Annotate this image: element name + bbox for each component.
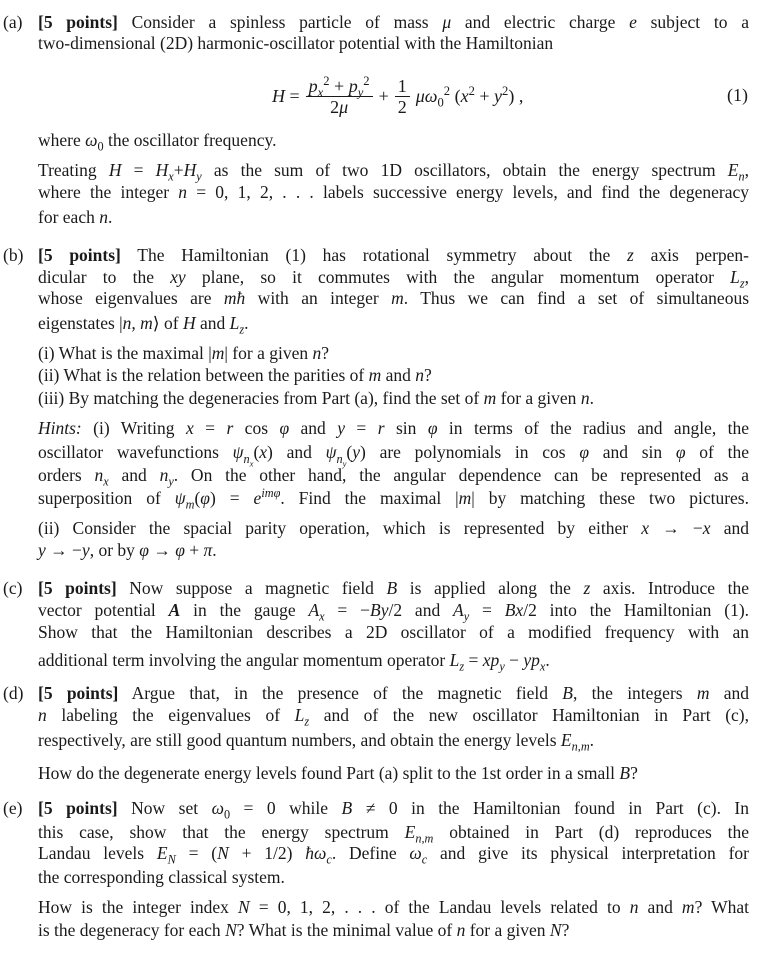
text-line: (ii) What is the relation between the parities of m and n? [38,365,432,385]
equation-number: (1) [727,85,748,105]
text-line: respectively, are still good quantum numbers, and obtain the energy levels $E_{n,m}$. [38,730,595,754]
text-line: How do the degenerate energy levels found Part (a) split to the 1st order in a small B? [38,763,638,783]
text-line: Show that the Hamiltonian describes a 2D oscillator of a modified frequency with an [38,622,749,642]
text-line: [5 points] The Hamiltonian (1) has rotational symmetry about the z axis perpen- [38,245,749,265]
text-line: (iii) By matching the degeneracies from Part (a), find the set of m for a given n. [38,388,594,408]
equation-lhs: H = [272,85,300,106]
text-line: Treating $H = H_x+H_y$ as the sum of two 1D oscillators, obtain the energy spectrum $E_n$, [38,160,749,184]
text-line: orders $n_x$ and $n_y$. On the other hand, the angular dependence can be represented as a [38,465,749,489]
hamiltonian-equation [0,72,768,120]
fraction-denominator: 2μ [330,96,349,117]
text-line: [5 points] Argue that, in the presence of the magnetic field B, the integers m and [38,683,749,703]
half-numerator: 1 [395,76,410,97]
text-line: How is the integer index N = 0, 1, 2, . . . of the Landau levels related to n and m? What [38,897,749,917]
part-label: (a) [3,12,23,32]
text-line: two-dimensional (2D) harmonic-oscillator potential with the Hamiltonian [38,33,554,53]
text-line: Hints: (i) Writing x = r cos φ and y = r sin φ in terms of the radius and angle, the [38,418,749,438]
text-line: y → −y, or by φ → φ + π. [38,540,217,560]
text-line: Landau levels $E_N = (N + 1/2)$ $ħ\omega_c$. Define $\omega_c$ and give its physical interpretation for [38,843,749,867]
text-line: [5 points] Now suppose a magnetic field B is applied along the z axis. Introduce the [38,578,749,598]
text-line: the corresponding classical system. [38,867,285,887]
half-denominator: 2 [397,96,407,117]
text-line: (i) What is the maximal |m| for a given n? [38,343,329,363]
fraction-numerator: $p_x^2 + p_y^2$ [306,76,373,97]
text-line: vector potential A in the gauge $A_x = -By/2$ and $A_y = Bx/2$ into the Hamiltonian (1). [38,600,750,624]
text-line: [5 points] Consider a spinless particle of mass μ and electric charge e subject to a [38,12,749,32]
text-line: is the degeneracy for each N? What is the minimal value of n for a given N? [38,920,570,940]
potential-term: $\mu\omega_0^2$ $(x^2 + y^2)$ , [415,83,524,110]
text-line: whose eigenvalues are mħ with an integer m. Thus we can find a set of simultaneous [38,288,750,308]
text-line: dicular to the xy plane, so it commutes with the angular momentum operator $L_z$, [38,267,749,291]
text-line: (ii) Consider the spacial parity operation, which is represented by either x → −x and [38,518,749,538]
part-label: (b) [3,245,24,265]
text-line: oscillator wavefunctions $\psi_{n_x}(x)$ and $\psi_{n_y}(y)$ are polynomials in cos φ and sin φ of the [38,442,749,468]
text-line: n labeling the eigenvalues of $L_z$ and of the new oscillator Hamiltonian in Part (c), [38,705,749,729]
text-line: eigenstates |n, m⟩ of H and $L_z$. [38,313,249,337]
kinetic-fraction [306,73,373,117]
text-line: additional term involving the angular momentum operator $L_z = xp_y - yp_x$. [38,650,550,674]
text-line: where $\omega_0$ the oscillator frequency. [38,130,277,154]
equation-plus: + [378,85,389,106]
text-line: superposition of $\psi_m(\varphi) = e^{im\varphi}$. Find the maximal |m| by matching these two pictures. [38,486,749,512]
part-label: (d) [3,683,24,703]
text-line: this case, show that the energy spectrum $E_{n,m}$ obtained in Part (d) reproduces the [38,822,749,846]
text-line: [5 points] Now set $\omega_0 = 0$ while B ≠ 0 in the Hamiltonian found in Part (c). In [38,798,750,822]
part-label: (c) [3,578,23,598]
text-line: for each n. [38,207,113,227]
text-line: where the integer n = 0, 1, 2, . . . labels successive energy levels, and find the degeneracy [38,182,749,202]
part-label: (e) [3,798,23,818]
half-fraction [395,76,410,117]
